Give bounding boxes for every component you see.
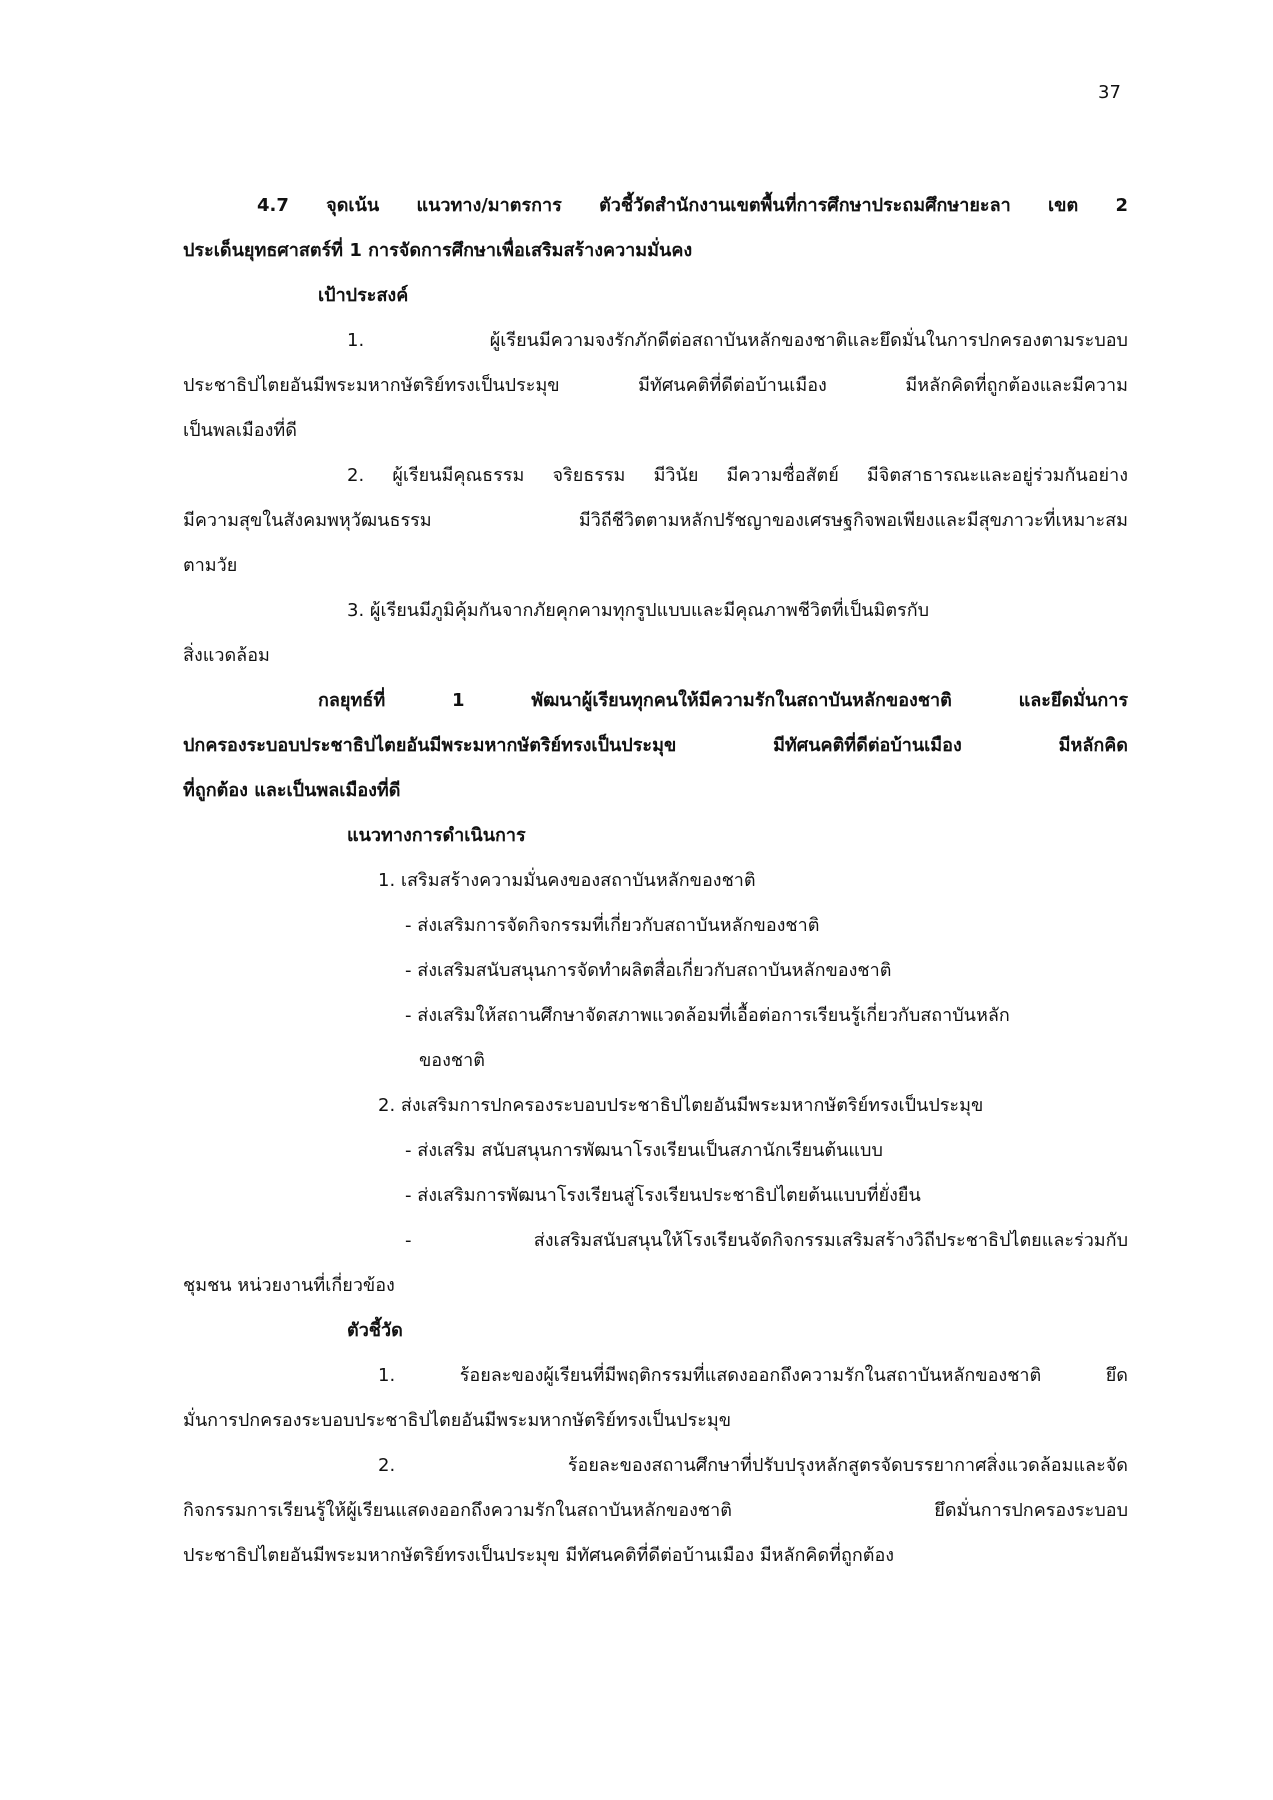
objective-3: 3. ผู้เรียนมีภูมิคุ้มกันจากภัยคุกคามทุกรูปแบบและมีคุณภาพชีวิตที่เป็นมิตรกับ (347, 600, 930, 621)
indicator-1: 1. ร้อยละของผู้เรียนที่มีพฤติกรรมที่แสดงออกถึงความรักในสถาบันหลักของชาติ ยึด (378, 1365, 1128, 1386)
guideline-2-item: - ส่งเสริม สนับสนุนการพัฒนาโรงเรียนเป็นสภานักเรียนต้นแบบ (405, 1140, 883, 1161)
guideline-2-item: - ส่งเสริมสนับสนุนให้โรงเรียนจัดกิจกรรมเสริมสร้างวิถีประชาธิปไตยและร่วมกับ (405, 1230, 1128, 1251)
objective-1-cont: ประชาธิปไตยอันมีพระมหากษัตริย์ทรงเป็นประมุข มีทัศนคติที่ดีต่อบ้านเมือง มีหลักคิดที่ถูกต้องและมีความ (183, 375, 1128, 396)
indicator-1-cont: มั่นการปกครองระบอบประชาธิปไตยอันมีพระมหากษัตริย์ทรงเป็นประมุข (183, 1410, 732, 1431)
guideline-1-item: - ส่งเสริมสนับสนุนการจัดทำผลิตสื่อเกี่ยวกับสถาบันหลักของชาติ (405, 960, 892, 981)
indicator-2: 2. ร้อยละของสถานศึกษาที่ปรับปรุงหลักสูตรจัดบรรยากาศสิ่งแวดล้อมและจัด (378, 1455, 1128, 1476)
strategy-heading-cont: ที่ถูกต้อง และเป็นพลเมืองที่ดี (183, 780, 401, 801)
strategy-heading: กลยุทธ์ที่ 1 พัฒนาผู้เรียนทุกคนให้มีความรักในสถาบันหลักของชาติ และยึดมั่นการ (318, 690, 1128, 711)
indicators-title: ตัวชี้วัด (347, 1320, 403, 1341)
guideline-2: 2. ส่งเสริมการปกครองระบอบประชาธิปไตยอันมีพระมหากษัตริย์ทรงเป็นประมุข (378, 1095, 984, 1116)
guideline-1-item-cont: ของชาติ (419, 1050, 485, 1071)
strategic-issue-heading: ประเด็นยุทธศาสตร์ที่ 1 การจัดการศึกษาเพื่อเสริมสร้างความมั่นคง (183, 240, 693, 261)
indicator-2-cont: กิจกรรมการเรียนรู้ให้ผู้เรียนแสดงออกถึงความรักในสถาบันหลักของชาติ ยึดมั่นการปกครองระบอบ (183, 1500, 1128, 1521)
guidelines-title: แนวทางการดำเนินการ (347, 825, 526, 846)
guideline-2-item: - ส่งเสริมการพัฒนาโรงเรียนสู่โรงเรียนประชาธิปไตยต้นแบบที่ยั่งยืน (405, 1185, 921, 1206)
page-number: 37 (1098, 82, 1121, 103)
document-body (183, 183, 1128, 1578)
objective-3-cont: สิ่งแวดล้อม (183, 645, 270, 666)
objectives-title: เป้าประสงค์ (318, 285, 409, 306)
indicator-2-cont: ประชาธิปไตยอันมีพระมหากษัตริย์ทรงเป็นประมุข มีทัศนคติที่ดีต่อบ้านเมือง มีหลักคิดที่ถูกต้อง (183, 1545, 895, 1566)
guideline-1-item: - ส่งเสริมให้สถานศึกษาจัดสภาพแวดล้อมที่เอื้อต่อการเรียนรู้เกี่ยวกับสถาบันหลัก (405, 1005, 1010, 1026)
guideline-1-item: - ส่งเสริมการจัดกิจกรรมที่เกี่ยวกับสถาบันหลักของชาติ (405, 915, 820, 936)
objective-2-cont: มีความสุขในสังคมพหุวัฒนธรรม มีวิถีชีวิตตามหลักปรัชญาของเศรษฐกิจพอเพียงและมีสุขภาวะที่เหมาะสม (183, 510, 1128, 531)
objective-2: 2. ผู้เรียนมีคุณธรรม จริยธรรม มีวินัย มีความซื่อสัตย์ มีจิตสาธารณะและอยู่ร่วมกันอย่าง (347, 465, 1128, 486)
guideline-2-item-cont: ชุมชน หน่วยงานที่เกี่ยวข้อง (183, 1275, 395, 1296)
strategy-heading-cont: ปกครองระบอบประชาธิปไตยอันมีพระมหากษัตริย์ทรงเป็นประมุข มีทัศนคติที่ดีต่อบ้านเมือง มีหลักคิด (183, 735, 1128, 756)
objective-1: 1. ผู้เรียนมีความจงรักภักดีต่อสถาบันหลักของชาติและยึดมั่นในการปกครองตามระบอบ (347, 330, 1128, 351)
objective-1-cont: เป็นพลเมืองที่ดี (183, 420, 297, 441)
section-heading: 4.7 จุดเน้น แนวทาง/มาตรการ ตัวชี้วัดสำนักงานเขตพื้นที่การศึกษาประถมศึกษายะลา เขต 2 (257, 195, 1128, 216)
objective-2-cont: ตามวัย (183, 555, 238, 576)
guideline-1: 1. เสริมสร้างความมั่นคงของสถาบันหลักของชาติ (378, 870, 756, 891)
